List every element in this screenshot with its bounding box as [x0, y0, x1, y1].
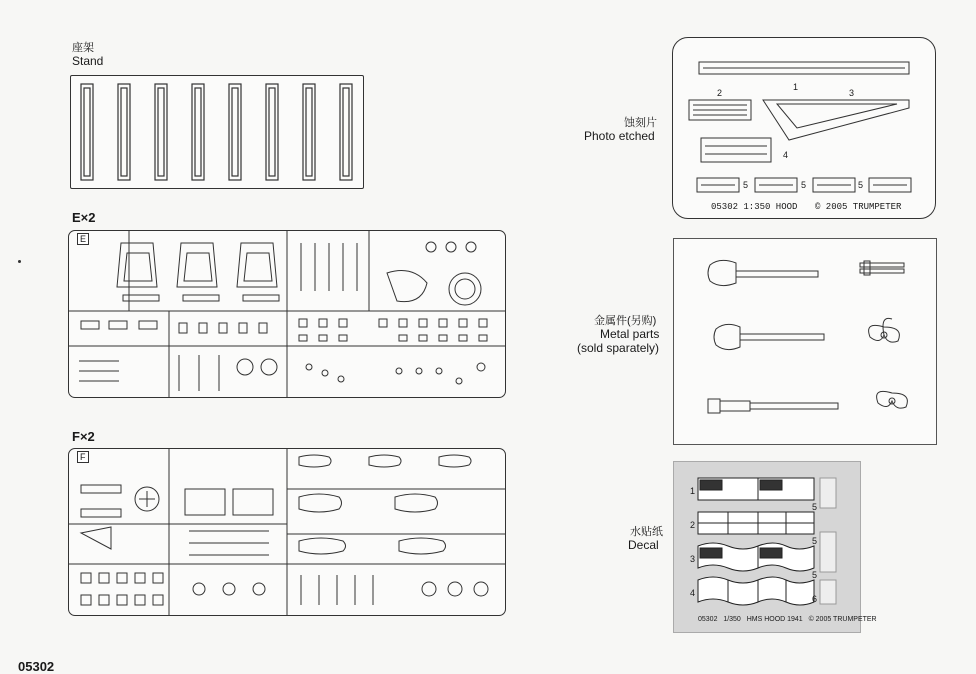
- pe-footer-brand: © 2005 TRUMPETER: [815, 202, 902, 212]
- decal-footer-scale: 1/350: [723, 616, 741, 623]
- stand-sprue: [70, 75, 364, 189]
- pe-footer-code: 05302 1:350 HOOD: [711, 202, 798, 212]
- sprue-f-tag: F: [77, 451, 89, 463]
- pe-num-1: 1: [793, 82, 799, 92]
- decal-row-2: 2: [690, 520, 696, 530]
- photo-etched-sheet: [672, 37, 936, 219]
- decal-label-cn: 水贴纸: [630, 526, 663, 538]
- metal-parts-panel: [673, 238, 937, 445]
- sprue-e-title: E×2: [72, 210, 96, 225]
- pe-num-4: 4: [783, 150, 789, 160]
- decal-side-5a: 5: [812, 502, 818, 512]
- decal-sheet: [673, 461, 877, 633]
- decal-side-6: 6: [812, 594, 818, 604]
- metal-parts-label-sub: (sold sparately): [577, 341, 660, 355]
- stand-parts-drawing: [71, 76, 363, 188]
- sprue-f-title: F×2: [72, 429, 95, 444]
- stand-label-en: Stand: [72, 54, 104, 68]
- pe-num-3: 3: [849, 88, 855, 98]
- metal-parts-label-en: Metal parts: [600, 327, 660, 341]
- decal-footer-brand: © 2005 TRUMPETER: [808, 616, 877, 623]
- margin-dot: [18, 260, 21, 263]
- decal-footer-name: HMS HOOD 1941: [746, 616, 803, 623]
- metal-parts-label-cn: 金属件(另购): [594, 315, 657, 327]
- decal-flags-drawing: [674, 462, 860, 632]
- pe-num-5c: 5: [858, 180, 864, 190]
- pe-num-2: 2: [717, 88, 723, 98]
- decal-label-en: Decal: [628, 538, 659, 552]
- sprue-f-drawing: [69, 449, 505, 615]
- sprue-e-tag: E: [77, 233, 89, 245]
- sprue-e-drawing: [69, 231, 505, 397]
- decal-footer: [698, 616, 877, 623]
- page-number: 05302: [18, 659, 55, 674]
- sprue-e: [68, 230, 506, 398]
- pe-num-5a: 5: [743, 180, 749, 190]
- decal-footer-code: 05302: [698, 616, 718, 623]
- decal-row-3: 3: [690, 554, 696, 564]
- decal-row-1: 1: [690, 486, 696, 496]
- decal-side-5b: 5: [812, 536, 818, 546]
- pe-num-5b: 5: [801, 180, 807, 190]
- metal-parts-drawing: [674, 239, 936, 444]
- photo-etched-label-en: Photo etched: [584, 129, 655, 143]
- decal-row-4: 4: [690, 588, 696, 598]
- decal-side-5c: 5: [812, 570, 818, 580]
- photo-etched-label-cn: 蚀刻片: [624, 117, 657, 129]
- photo-etched-drawing: [673, 38, 935, 218]
- stand-label-cn: 座架: [72, 42, 94, 54]
- sprue-f: [68, 448, 506, 616]
